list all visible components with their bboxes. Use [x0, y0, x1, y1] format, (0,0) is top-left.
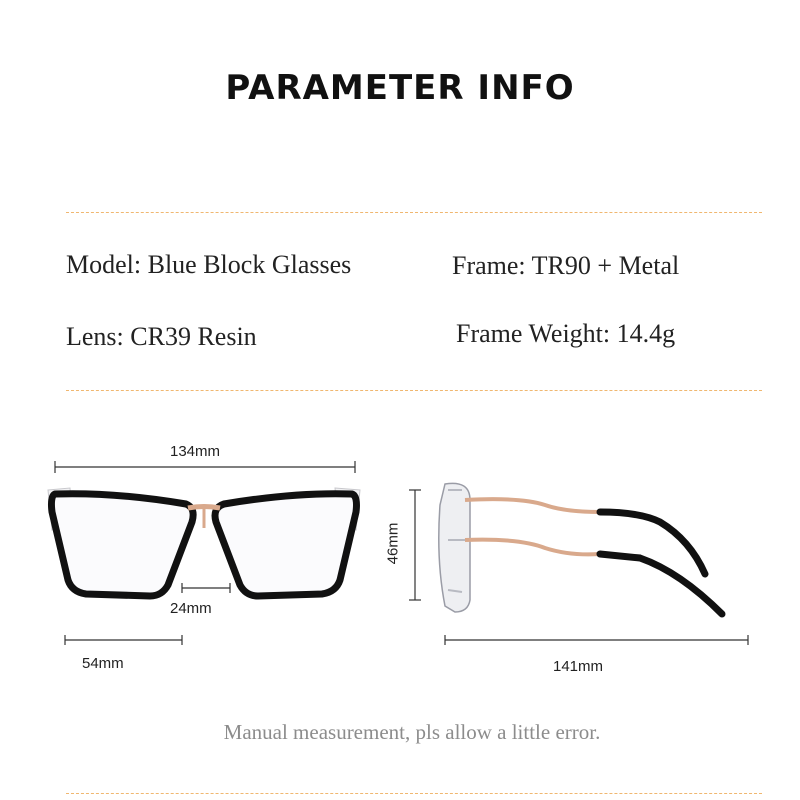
upper-temple-metal — [465, 499, 600, 512]
total-width-label: 134mm — [170, 443, 221, 460]
spec-lens: Lens: CR39 Resin — [66, 322, 257, 351]
lens-height-dimension-line — [409, 490, 421, 600]
page-title: PARAMETER INFO — [225, 68, 575, 108]
lens-width-label: 54mm — [82, 655, 124, 672]
lower-temple-tip — [600, 554, 722, 614]
lower-temple-metal — [465, 540, 600, 555]
spec-frame-weight: Frame Weight: 14.4g — [456, 319, 676, 348]
spec-model: Model: Blue Block Glasses — [66, 250, 352, 279]
spec-frame: Frame: TR90 + Metal — [452, 251, 680, 280]
front-rim-profile — [439, 483, 470, 612]
bridge-label: 24mm — [170, 600, 212, 617]
lens-height-label: 46mm — [384, 522, 402, 565]
divider-bottom — [66, 793, 762, 794]
measurement-note: Manual measurement, pls allow a little error. — [223, 720, 601, 744]
temple-length-label: 141mm — [553, 658, 604, 675]
temple-length-dimension-line — [445, 635, 748, 645]
